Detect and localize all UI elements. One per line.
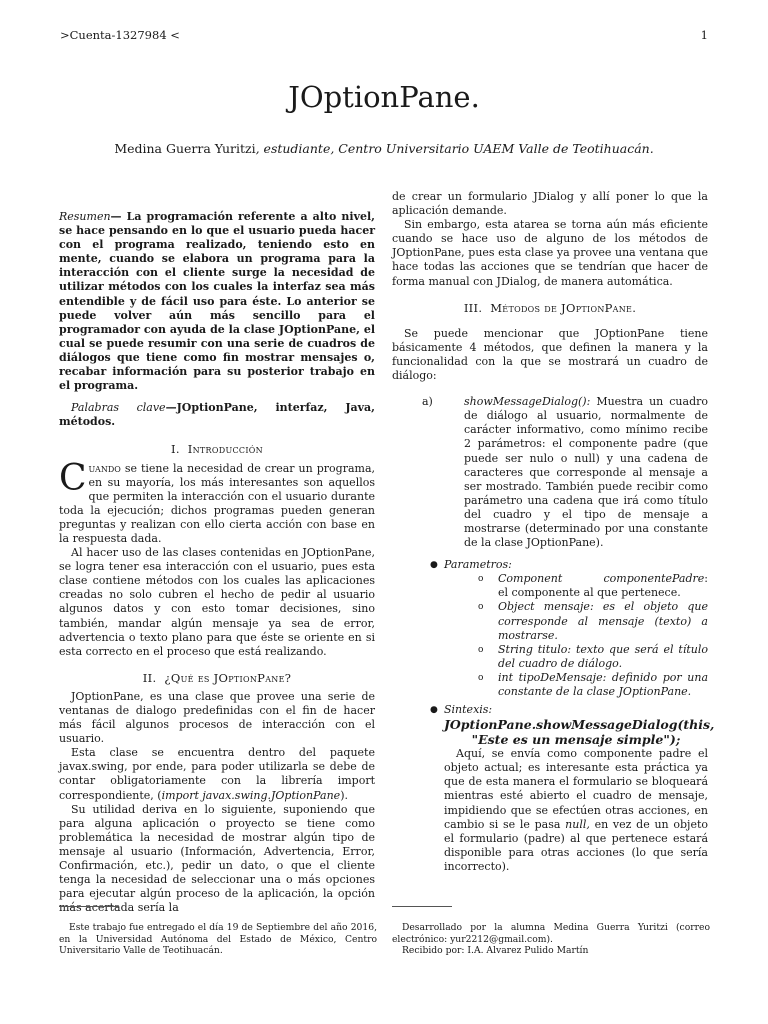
bullet-label: Sintexis: <box>444 703 493 717</box>
section-title: ¿Qué es JOptionPane? <box>164 670 292 685</box>
bullet-sintexis <box>430 703 708 717</box>
paper-title: JOptionPane. <box>288 80 480 114</box>
abstract <box>59 210 375 393</box>
import-statement: import javax.swing.JOptionPane <box>161 788 341 802</box>
method-item-a <box>392 395 708 550</box>
aqui-text: Aquí, se envía como componente padre el objeto actual; es interesante esta práctica ya que de esta manera el formulario se bloqueará mientras esté abierto el cuadro de mensaje, impidiendo que se efectúen otras acciones, en cambio si se le pasa <box>444 747 708 831</box>
page-number: 1 <box>700 28 708 42</box>
footnote-left <box>59 922 377 957</box>
sub-bullet-icon: o <box>478 672 484 683</box>
param-text <box>498 600 708 642</box>
aqui-text-end: en vez de un objeto el formulario (padre) al que pertenece estará disponible para otras acciones (lo que sería incorrecto). <box>444 817 708 873</box>
section-number: I. <box>171 442 180 457</box>
footnote-right-text-2: Recibido por: I.A. Alvarez Pulido Martín <box>402 945 589 956</box>
param-item <box>478 643 708 671</box>
param-desc: : es el objeto que corresponde al mensaje (texto) a mostrarse. <box>498 600 708 642</box>
what-paragraph-3: Su utilidad deriva en lo siguiente, suponiendo que para alguna aplicación o proyecto se tiene como problemática la necesidad de mostrar algún tipo de mensaje al usuario (Información, Advertencia, Error, Confirmación, etc.), pedir un dato, o que el cliente tenga la necesidad de seleccionar una o más opciones para ejecutar algún proceso de la aplicación, la opción más acertada sería la <box>59 802 375 915</box>
sub-bullet-icon: o <box>478 574 484 585</box>
param-name: Component componentePadre <box>498 572 705 586</box>
author-line <box>0 141 768 156</box>
param-text <box>498 643 708 671</box>
abstract-label: Resumen <box>59 210 111 223</box>
running-header: >Cuenta-1327984 < <box>60 28 180 42</box>
what-paragraph-2 <box>59 746 375 802</box>
footnote-right-text-1: Desarrollado por la alumna Medina Guerra Yuritzi (correo electrónico: yur2212@gmail.com). <box>392 922 710 945</box>
section-heading-introduccion <box>59 442 375 456</box>
bullet-parametros <box>430 558 708 572</box>
param-item <box>478 572 708 600</box>
author-name: Medina Guerra Yuritzi <box>114 141 256 156</box>
author-affiliation: , estudiante, Centro Universitario UAEM Valle de Teotihuacán. <box>255 141 654 156</box>
param-name: String titulo <box>498 642 568 656</box>
keywords-label: Palabras clave <box>71 401 166 415</box>
bullet-dot-icon: ● <box>430 705 438 716</box>
param-text <box>498 671 708 699</box>
param-item <box>478 671 708 699</box>
intro-paragraph-2: Al hacer uso de las clases contenidas en JOptionPane, se logra tener esa interacción con el usuario, pues esta clase contiene métodos con los cuales las aplicaciones creadas no solo cubren el hecho de pedir al usuario algunos datos y con esto tomar decisiones, sino también, mandar algún mensaje ya sea de error, advertencia o texto plano para que éste se oriente en si esta correcto en el proceso que está realizando. <box>59 546 375 658</box>
right-continuation: de crear un formulario JDialog y allí poner lo que la aplicación demande. <box>392 190 708 218</box>
method-description: Muestra un cuadro de diálogo al usuario, normalmente de carácter informativo, como mínimo recibe 2 parámetros: el componente padre (que puede ser nulo o null) y una cadena de caracteres que corresponde al mensaje a ser mostrado. También puede recibir como parámetro una cadena que irá como título del cuadro y el tipo de mensaje a mostrarse (determinado por una constante de la clase JOptionPane). <box>464 395 708 550</box>
section-heading-metodos <box>392 301 708 315</box>
intro-paragraph-1 <box>59 457 375 547</box>
sub-bullet-icon: o <box>478 644 484 655</box>
param-desc: : el componente al que pertenece. <box>498 572 708 600</box>
section-title: Introducción <box>187 442 263 457</box>
param-name: int tipoDeMensaje <box>498 670 603 684</box>
section-title: Métodos de JOptionPane. <box>490 300 637 315</box>
null-keyword: null, <box>565 817 590 831</box>
aqui-paragraph <box>444 747 708 874</box>
method-name: showMessageDialog(): <box>464 395 591 409</box>
keywords <box>59 401 375 429</box>
intro-text: se tiene la necesidad de crear un programa, en su mayoría, los más interesantes son aquellos que permiten la interacción con el usuario durante toda la ejecución; dichos programas pueden generan preguntas y realizan con ello cierta acción con base en la respuesta dada. <box>59 461 375 545</box>
param-name: Object mensaje <box>498 600 590 614</box>
param-desc: : texto que será el título del cuadro de diálogo. <box>498 642 708 670</box>
left-column <box>59 190 375 915</box>
section-number: II. <box>142 670 157 685</box>
code-line-1: JOptionPane.showMessageDialog(this, <box>444 717 715 733</box>
bullet-label: Parametros: <box>444 558 512 572</box>
what-paragraph-1: JOptionPane, es una clase que provee una serie de ventanas de dialogo predefinidas con el fin de hacer más fácil algunos procesos de interacción con el usuario. <box>59 689 375 746</box>
section-number: III. <box>463 300 483 315</box>
abstract-text: La programación referente a alto nivel, se hace pensando en lo que el usuario pueda hacer con el programa realizado, teniendo esto en mente, cuando se elabora un programa para la interacción con el cliente surge la necesidad de utilizar métodos con los cuales la interfaz sea más entendible y de fácil uso para éste. Lo anterior se puede volver aún más sencillo para el programador con ayuda de la clase JOptionPane, el cual se puede resumir con una serie de cuadros de diálogos que tiene como fin mostrar mensajes o, recabar información para su posterior trabajo en el programa. <box>59 210 375 393</box>
drop-cap: C <box>59 457 87 499</box>
param-item <box>478 600 708 642</box>
footnote-rule-left <box>59 906 119 907</box>
right-column <box>392 190 715 874</box>
keywords-text: JOptionPane, interfaz, Java, métodos. <box>59 401 375 429</box>
item-body <box>464 395 708 550</box>
footnote-left-text: Este trabajo fue entregado el día 19 de Septiembre del año 2016, en la Universidad Autónoma del Estado de México, Centro Universitario Valle de Teotihuacán. <box>59 922 377 956</box>
what-p2-text: Esta clase se encuentra dentro del paquete javax.swing, por ende, para poder utilizarla se debe de contar obligatoriamente con la librería import correspondiente, ( <box>59 746 375 802</box>
bullet-dot-icon: ● <box>430 560 438 571</box>
intro-lead: uando <box>88 461 121 475</box>
param-text <box>498 572 708 600</box>
methods-intro: Se puede mencionar que JOptionPane tiene básicamente 4 métodos, que definen la manera y la funcionalidad con la que se mostrará un cuadro de diálogo: <box>392 326 708 383</box>
abstract-dash: — <box>110 210 127 223</box>
sub-bullet-icon: o <box>478 602 484 613</box>
footnote-rule-right <box>392 906 452 907</box>
section-heading-que-es <box>59 671 375 685</box>
param-desc: : definido por una constante de la clase JOptionPane. <box>498 670 708 698</box>
embargo-paragraph: Sin embargo, esta atarea se torna aún más eficiente cuando se hace uso de alguno de los métodos de JOptionPane, pues esta clase ya provee una ventana que hace todas las acciones que se tendrían que hacer de forma manual con JDialog, de manera automática. <box>392 218 708 288</box>
code-line-2: "Este es un mensaje simple"); <box>471 732 681 748</box>
item-letter: a) <box>422 395 433 409</box>
footnote-right <box>392 922 710 957</box>
keywords-dash: — <box>165 401 177 415</box>
what-p2-end: ). <box>340 788 348 802</box>
